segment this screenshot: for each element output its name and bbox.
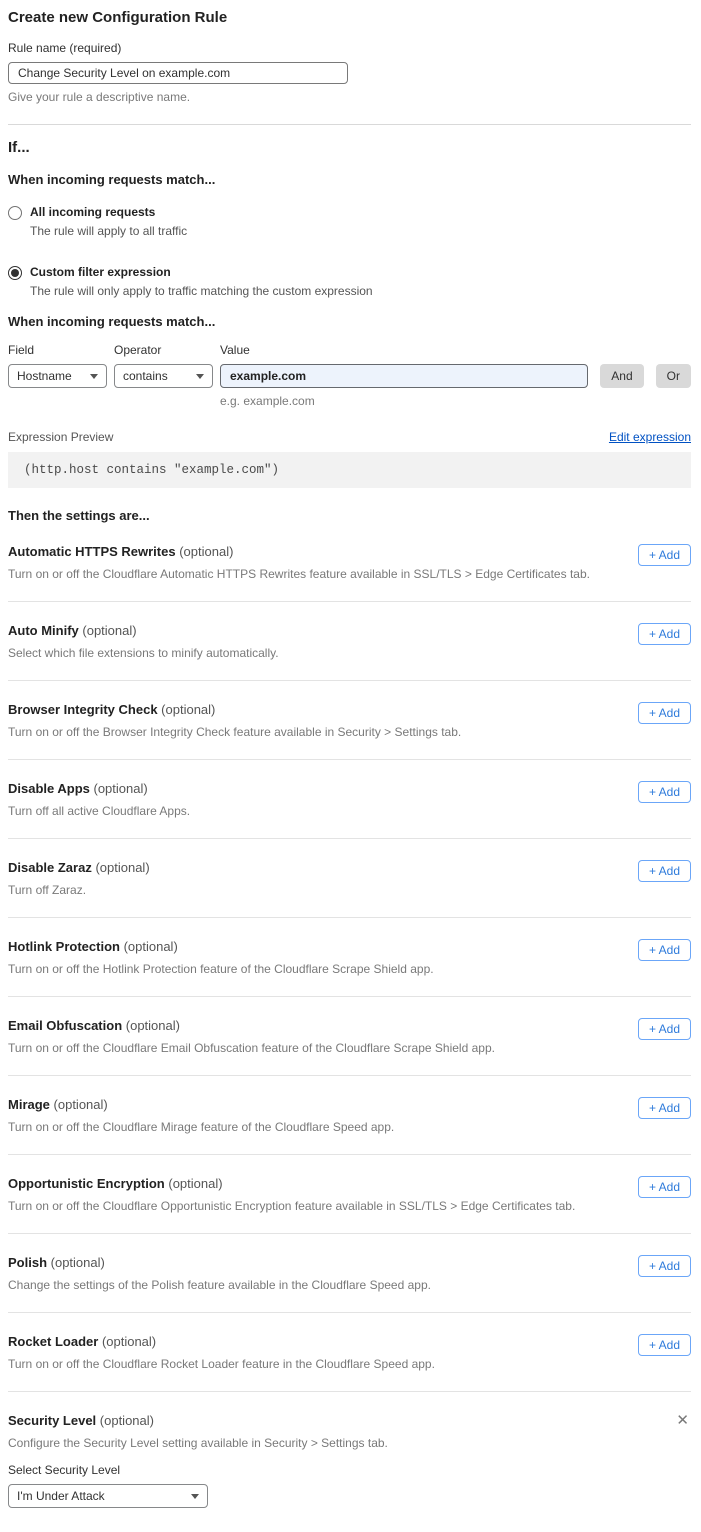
setting-description: Select which file extensions to minify automatically. — [8, 646, 279, 660]
setting-rocket-loader — [8, 1334, 691, 1371]
and-button[interactable]: And — [600, 364, 643, 388]
setting-description: Turn on or off the Cloudflare Opportunistic Encryption feature available in SSL/TLS > Edge Certificates tab. — [8, 1199, 576, 1213]
row-divider — [8, 1233, 691, 1234]
radio-label: All incoming requests — [30, 205, 156, 219]
setting-description: Turn off all active Cloudflare Apps. — [8, 804, 191, 818]
operator-select[interactable] — [114, 364, 213, 388]
expression-preview-label: Expression Preview — [8, 430, 114, 444]
rule-name-input[interactable] — [8, 62, 348, 84]
radio-description: The rule will only apply to traffic matching the custom expression — [30, 284, 373, 298]
row-divider — [8, 996, 691, 997]
optional-tag: (optional) — [53, 1097, 108, 1112]
operator-select-value: contains — [123, 369, 168, 383]
add-automatic-https-rewrites-button[interactable]: + Add — [638, 544, 691, 566]
setting-description: Turn off Zaraz. — [8, 883, 87, 897]
setting-description: Turn on or off the Cloudflare Mirage feature of the Cloudflare Speed app. — [8, 1120, 395, 1134]
page-title: Create new Configuration Rule — [8, 9, 228, 26]
field-select-value: Hostname — [17, 369, 72, 383]
section-divider — [8, 124, 691, 125]
setting-title: Polish — [8, 1255, 48, 1270]
setting-title: Automatic HTTPS Rewrites — [8, 544, 176, 559]
add-rocket-loader-button[interactable]: + Add — [638, 1334, 691, 1356]
operator-label: Operator — [114, 343, 162, 357]
chevron-down-icon — [196, 374, 204, 379]
setting-description: Turn on or off the Cloudflare Email Obfuscation feature of the Cloudflare Scrape Shield app. — [8, 1041, 495, 1055]
setting-mirage — [8, 1097, 691, 1134]
add-disable-apps-button[interactable]: + Add — [638, 781, 691, 803]
add-email-obfuscation-button[interactable]: + Add — [638, 1018, 691, 1040]
setting-title: Opportunistic Encryption — [8, 1176, 165, 1191]
add-polish-button[interactable]: + Add — [638, 1255, 691, 1277]
add-opportunistic-encryption-button[interactable]: + Add — [638, 1176, 691, 1198]
chevron-down-icon — [90, 374, 98, 379]
add-browser-integrity-check-button[interactable]: + Add — [638, 702, 691, 724]
radio-custom-filter-expression[interactable] — [8, 265, 691, 298]
add-auto-minify-button[interactable]: + Add — [638, 623, 691, 645]
security-level-select[interactable] — [8, 1484, 208, 1508]
rule-name-help: Give your rule a descriptive name. — [8, 90, 191, 104]
optional-tag: (optional) — [179, 544, 234, 559]
expression-preview-code: (http.host contains "example.com") — [8, 452, 691, 488]
setting-description: Turn on or off the Cloudflare Rocket Loader feature in the Cloudflare Speed app. — [8, 1357, 435, 1371]
or-button[interactable]: Or — [656, 364, 691, 388]
setting-polish — [8, 1255, 691, 1292]
optional-tag: (optional) — [50, 1255, 105, 1270]
field-select[interactable] — [8, 364, 107, 388]
setting-email-obfuscation — [8, 1018, 691, 1055]
optional-tag: (optional) — [99, 1413, 154, 1428]
row-divider — [8, 1391, 691, 1392]
filter-builder-row — [8, 343, 691, 388]
setting-title: Browser Integrity Check — [8, 702, 158, 717]
setting-title: Security Level — [8, 1413, 97, 1428]
close-icon[interactable]: ✕ — [676, 1412, 689, 1429]
optional-tag: (optional) — [101, 1334, 157, 1349]
filter-match-heading: When incoming requests match... — [8, 314, 216, 329]
setting-disable-zaraz — [8, 860, 691, 897]
setting-title: Auto Minify — [8, 623, 79, 638]
setting-description: Turn on or off the Hotlink Protection feature of the Cloudflare Scrape Shield app. — [8, 962, 434, 976]
setting-title: Email Obfuscation — [8, 1018, 123, 1033]
add-mirage-button[interactable]: + Add — [638, 1097, 691, 1119]
optional-tag: (optional) — [95, 860, 150, 875]
setting-description: Configure the Security Level setting available in Security > Settings tab. — [8, 1436, 388, 1450]
row-divider — [8, 1075, 691, 1076]
row-divider — [8, 1312, 691, 1313]
value-label: Value — [220, 343, 250, 357]
setting-description: Turn on or off the Cloudflare Automatic HTTPS Rewrites feature available in SSL/TLS > Edge Certificates tab. — [8, 567, 590, 581]
row-divider — [8, 917, 691, 918]
optional-tag: (optional) — [123, 939, 178, 954]
security-level-select-value: I'm Under Attack — [17, 1489, 105, 1503]
setting-disable-apps — [8, 781, 691, 818]
row-divider — [8, 759, 691, 760]
setting-security-level — [8, 1413, 691, 1450]
incoming-requests-match-heading: When incoming requests match... — [8, 172, 216, 187]
setting-title: Hotlink Protection — [8, 939, 120, 954]
setting-automatic-https-rewrites — [8, 544, 691, 581]
select-security-level-label: Select Security Level — [8, 1463, 121, 1477]
radio-button-icon[interactable] — [8, 206, 22, 220]
setting-title: Disable Apps — [8, 781, 90, 796]
row-divider — [8, 838, 691, 839]
setting-title: Disable Zaraz — [8, 860, 92, 875]
chevron-down-icon — [191, 1494, 199, 1499]
add-disable-zaraz-button[interactable]: + Add — [638, 860, 691, 882]
setting-description: Change the settings of the Polish feature available in the Cloudflare Speed app. — [8, 1278, 431, 1292]
value-input[interactable] — [220, 364, 588, 388]
optional-tag: (optional) — [168, 1176, 223, 1191]
radio-label: Custom filter expression — [30, 265, 171, 279]
setting-hotlink-protection — [8, 939, 691, 976]
row-divider — [8, 680, 691, 681]
optional-tag: (optional) — [125, 1018, 180, 1033]
setting-title: Mirage — [8, 1097, 50, 1112]
setting-description: Turn on or off the Browser Integrity Check feature available in Security > Settings tab. — [8, 725, 462, 739]
setting-browser-integrity-check — [8, 702, 691, 739]
optional-tag: (optional) — [161, 702, 216, 717]
row-divider — [8, 1154, 691, 1155]
then-settings-heading: Then the settings are... — [8, 508, 150, 523]
setting-auto-minify — [8, 623, 691, 660]
row-divider — [8, 601, 691, 602]
radio-description: The rule will apply to all traffic — [30, 224, 188, 238]
field-label: Field — [8, 343, 35, 357]
radio-button-selected-icon[interactable] — [8, 266, 22, 280]
setting-opportunistic-encryption — [8, 1176, 691, 1213]
add-hotlink-protection-button[interactable]: + Add — [638, 939, 691, 961]
optional-tag: (optional) — [93, 781, 148, 796]
if-heading: If... — [8, 139, 30, 156]
radio-all-incoming-requests[interactable] — [8, 205, 691, 238]
rule-name-label: Rule name (required) — [8, 41, 122, 55]
optional-tag: (optional) — [82, 623, 137, 638]
edit-expression-link[interactable]: Edit expression — [608, 430, 691, 444]
value-hint: e.g. example.com — [220, 394, 315, 408]
setting-title: Rocket Loader — [8, 1334, 99, 1349]
